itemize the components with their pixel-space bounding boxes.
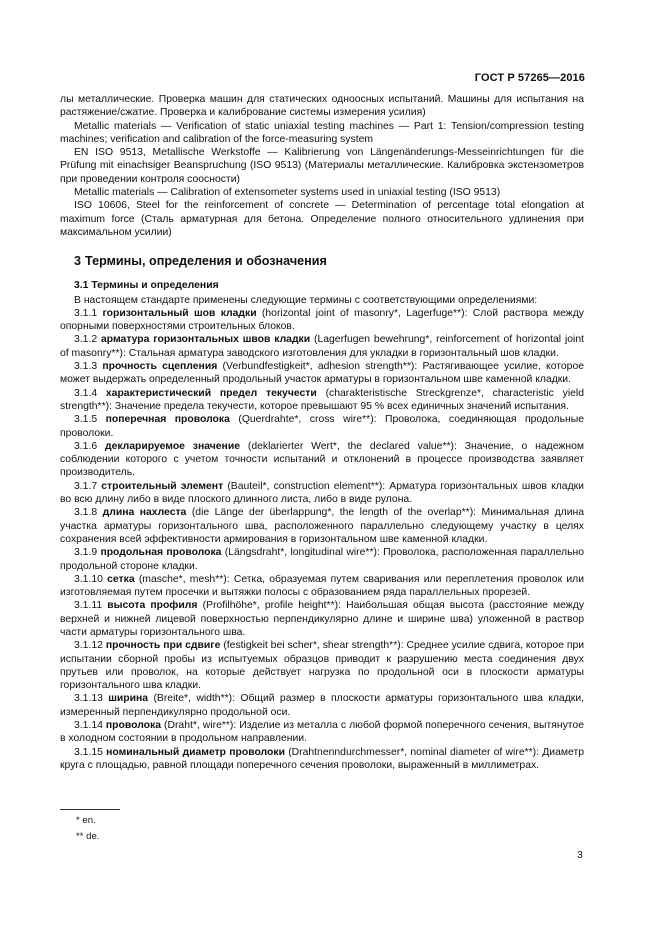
term-name: сетка	[107, 573, 135, 585]
term-number: 3.1.8	[74, 507, 98, 519]
term-entry	[60, 719, 584, 746]
term-definition: (Lagerfugen bewehrung*, reinforcement of horizontal joint of masonry**): Стальная арматура заводского изготовления для укладки в горизонтальный шов кладки.	[60, 334, 585, 359]
term-entry	[60, 307, 584, 334]
footnote-divider	[60, 809, 120, 810]
term-name: ширина	[108, 693, 149, 705]
term-entry	[60, 506, 584, 546]
footnote-2: ** de.	[76, 831, 100, 842]
term-entry	[60, 440, 584, 480]
term-name: прочность при сдвиге	[105, 640, 221, 652]
term-definition: (Querdrahte*, cross wire**): Проволока, соединяющая продольные проволоки.	[60, 414, 585, 439]
section-title: Термины, определения и обозначения	[85, 254, 327, 269]
footnote-1: * en.	[76, 815, 96, 826]
term-name: характеристический предел текучести	[105, 387, 317, 399]
term-number: 3.1.2	[74, 334, 98, 346]
term-number: 3.1.6	[74, 440, 98, 452]
term-name: высота профиля	[107, 600, 198, 612]
term-definition: (festigkeit bei scher*, shear strength**): Среднее усилие сдвига, которое при испытании сборной пробы из испытуемых образцов приводит к разрушению места соединения двух прутьев или проволок, на которые действует нагрузка по продольной оси в плоскости арматуры горизонтального шва кладки.	[60, 640, 585, 692]
term-entry	[60, 360, 584, 387]
term-name: арматура горизонтальных швов кладки	[101, 334, 311, 346]
term-name: прочность сцепления	[102, 361, 218, 373]
term-number: 3.1.5	[74, 414, 98, 426]
reference-line-5: ISO 10606, Steel for the reinforcement of concrete — Determination of percentage total elongation at maximum force (Сталь арматурная для бетона. Определение полного относительного удлинения при максимальном усилии)	[60, 200, 584, 238]
term-definition: (Bauteil*, construction element**): Арматура горизонтальных швов кладки во всю длину либо в виде плоского длинного листа, либо в виде рулона.	[60, 480, 584, 506]
term-entry	[60, 599, 584, 639]
page-content	[60, 93, 584, 772]
term-name: строительный элемент	[101, 480, 224, 492]
page-number: 3	[577, 850, 583, 861]
term-name: длина нахлеста	[102, 507, 187, 519]
term-entry	[60, 333, 584, 360]
term-number: 3.1.14	[74, 720, 103, 732]
term-definition: (die Länge der überlappung*, the length of the overlap**): Минимальная длина участка арматуры горизонтального шва, расположенного параллельно следующему участку в целях сохранения всей эффективности армирования в горизонтальном шве каменной кладки.	[60, 507, 585, 545]
reference-line-2: Metallic materials — Verification of static uniaxial testing machines — Part 1: Tension/compression testing machines; verification and calibration of the force-measuring system	[60, 120, 584, 145]
term-name: декларируемое значение	[104, 440, 241, 452]
term-definition: (Drahtnenndurchmesser*, nominal diameter of wire**): Диаметр круга с площадью, равной площади поперечного сечения проволоки, выраженный в миллиметрах.	[60, 746, 584, 771]
term-entry	[60, 573, 584, 600]
reference-line-1: лы металлические. Проверка машин для статических одноосных испытаний. Машины для испытания на растяжение/сжатие. Проверка и калибрование системы измерения усилия)	[60, 94, 584, 119]
term-number: 3.1.9	[74, 547, 98, 559]
term-definition: (deklarierter Wert*, the declared value**): Значение, о надежном соблюдении которого с учетом точности испытаний и отклонений в процессе производства заявляет производитель.	[60, 440, 584, 479]
term-entry	[60, 639, 584, 692]
term-definition: (Profilhöhe*, profile height**): Наибольшая общая высота (расстояние между верхней и нижней лицевой поверхностью перпендикулярно длине и ширине шва) уложенной в раствор части арматуры горизонтального шва.	[60, 600, 585, 638]
term-number: 3.1.3	[74, 361, 98, 373]
section-heading	[60, 253, 584, 269]
term-name: номинальный диаметр проволоки	[106, 746, 285, 758]
term-entry	[60, 387, 584, 414]
term-number: 3.1.15	[74, 746, 103, 758]
term-name: горизонтальный шов кладки	[102, 307, 257, 319]
subsection-number: 3.1	[74, 280, 89, 292]
term-entry	[60, 413, 584, 440]
term-number: 3.1.10	[74, 573, 103, 585]
term-number: 3.1.7	[74, 480, 98, 492]
term-definition: (Breite*, width**): Общий размер в плоскости арматуры горизонтального шва кладки, измеренный перпендикулярно продольной оси.	[60, 693, 585, 718]
term-definition: (Verbundfestigkeit*, adhesion strength**): Растягивающее усилие, которое может выдержать определенный продольный участок арматуры в горизонтальном шве каменной кладки.	[60, 361, 584, 386]
reference-line-4: Metallic materials — Calibration of extensometer systems used in uniaxial testing (ISO 9513)	[74, 187, 501, 199]
term-number: 3.1.1	[74, 307, 98, 319]
intro-paragraph: В настоящем стандарте применены следующие термины с соответствующими определениями:	[74, 294, 538, 306]
subsection-title: Термины и определения	[91, 280, 219, 292]
term-definition: (Draht*, wire**): Изделие из металла с любой формой поперечного сечения, вытянутое в холодном состоянии в продольном направлении.	[60, 720, 584, 745]
reference-line-3: EN ISO 9513, Metallische Werkstoffe — Kalibrierung von Längenänderungs-Messeinrichtungen für die Prüfung mit einachsiger Beanspruchung (ISO 9513) (Материалы металлические. Калибровка экстензометров при проведении контроля соосности)	[60, 147, 584, 185]
term-number: 3.1.12	[74, 640, 103, 652]
term-definition: (horizontal joint of masonry*, Lagerfuge**): Слой раствора между опорными поверхностями строительных блоков.	[60, 307, 584, 333]
term-number: 3.1.11	[74, 600, 103, 612]
term-definition: (Längsdraht*, longitudinal wire**): Проволока, расположенная параллельно продольной стороне кладки.	[60, 547, 585, 572]
term-name: поперечная проволока	[105, 414, 230, 426]
term-number: 3.1.4	[74, 387, 98, 399]
term-entry	[60, 480, 584, 507]
term-entry	[60, 746, 584, 773]
term-definition: (charakteristische Streckgrenze*, characteristic yield strength**): Значение предела текучести, которое превышают 95 % всех единичных значений испытания.	[60, 387, 585, 412]
term-entry	[60, 692, 584, 719]
term-entry	[60, 546, 584, 573]
subsection-heading	[60, 279, 584, 292]
doc-code-header: ГОСТ Р 57265—2016	[474, 72, 585, 84]
term-definition: (masche*, mesh**): Сетка, образуемая путем сваривания или переплетения проволок или изготовляемая путем просечки и вытяжки полосы с образованием ряда параллельных прорезей.	[60, 573, 585, 599]
section-number: 3	[74, 254, 82, 269]
term-name: проволока	[105, 720, 161, 732]
term-name: продольная проволока	[100, 547, 222, 559]
term-number: 3.1.13	[74, 693, 103, 705]
